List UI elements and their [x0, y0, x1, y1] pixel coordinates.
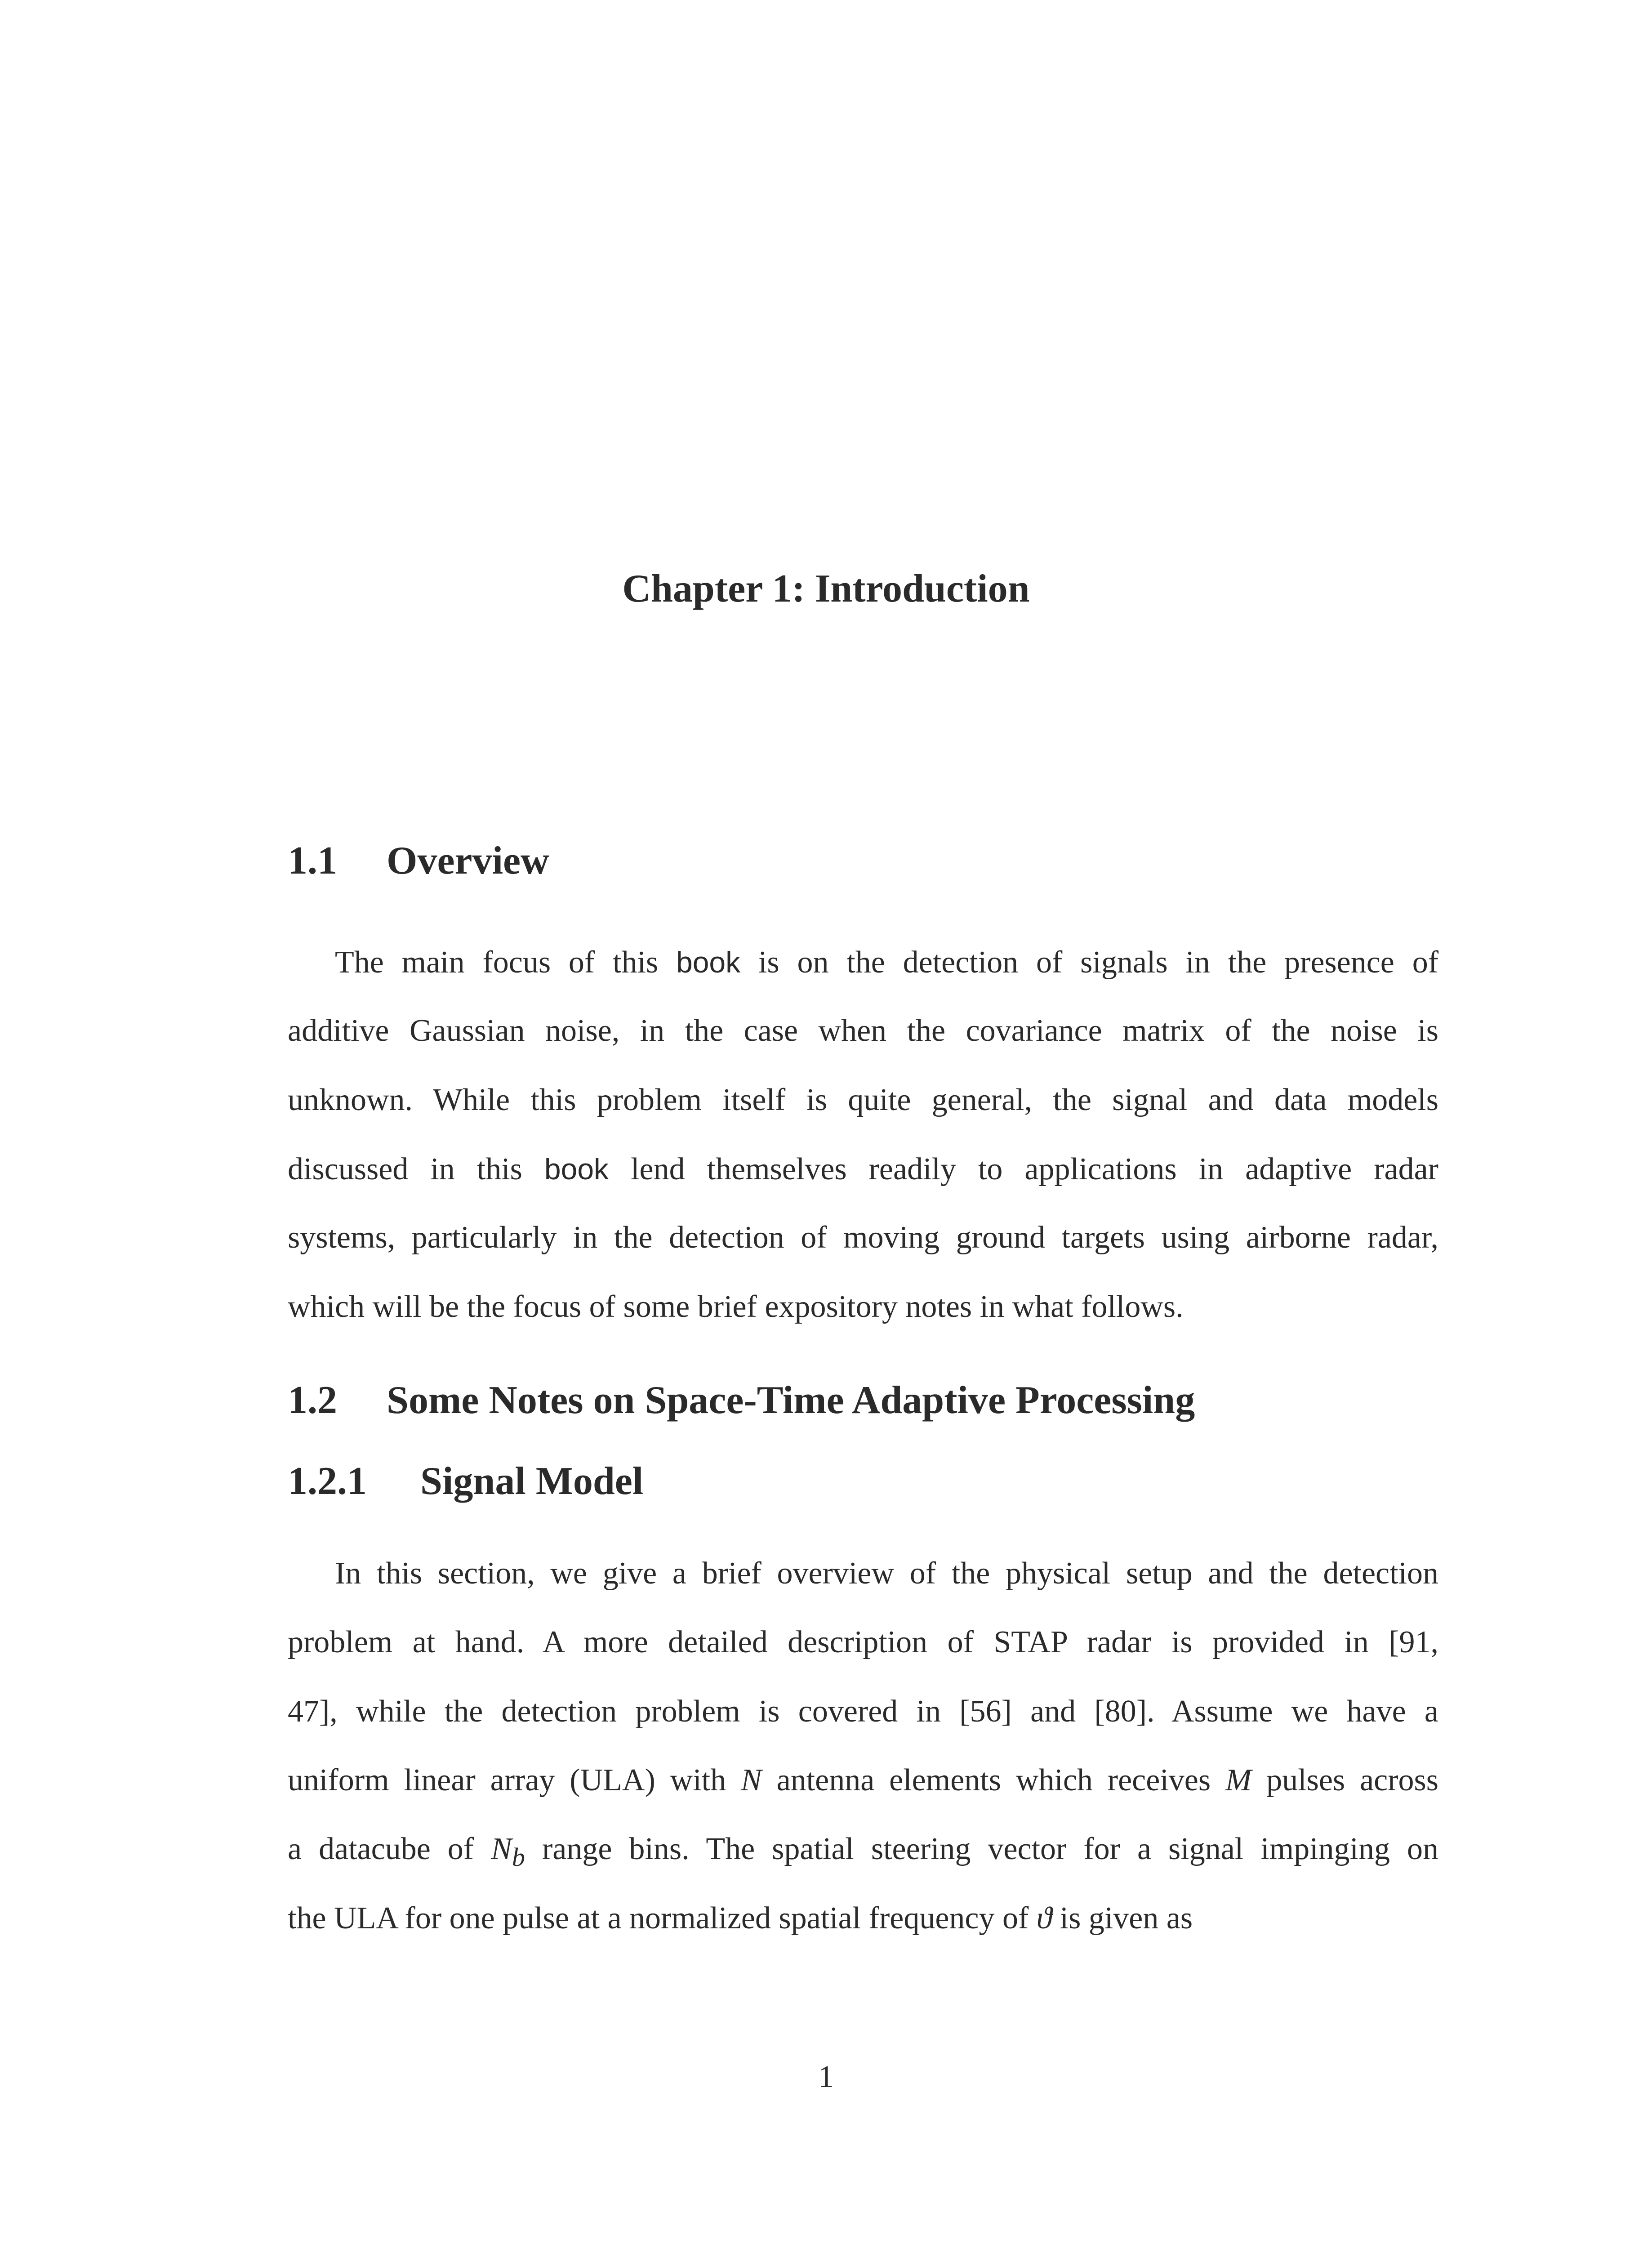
paragraph-line: 47], while the detection problem is covered in [56] and [80]. Assume we have a — [288, 1694, 1438, 1729]
section-title: Signal Model — [420, 1459, 644, 1503]
section-title: Overview — [387, 839, 549, 883]
section-number: 1.2 — [288, 1378, 337, 1422]
paragraph-line: systems, particularly in the detection of moving ground targets using airborne radar, — [288, 1220, 1438, 1255]
text-run: range bins. The spatial steering vector for a signal impinging on — [525, 1832, 1438, 1866]
math-symbol: M — [1225, 1763, 1252, 1798]
math-subscript: b — [512, 1842, 525, 1872]
paragraph-line: additive Gaussian noise, in the case when the covariance matrix of the noise is — [288, 1013, 1438, 1048]
text-run: is given as — [1052, 1901, 1193, 1936]
paragraph-line: In this section, we give a brief overview of the physical setup and the detection — [335, 1556, 1438, 1591]
section-title: Some Notes on Space-Time Adaptive Processing — [387, 1378, 1195, 1422]
text-run: is on the detection of signals in the presence of — [740, 945, 1438, 980]
paragraph-line: problem at hand. A more detailed description of STAP radar is provided in [91, — [288, 1625, 1438, 1659]
math-symbol: ϑ — [1036, 1901, 1052, 1936]
chapter-title: Chapter 1: Introduction — [622, 567, 1030, 611]
text-run: the ULA for one pulse at a normalized spatial frequency of — [288, 1901, 1037, 1936]
text-run: The main focus of this — [335, 945, 676, 980]
section-heading-overview — [288, 836, 549, 886]
paragraph-line — [288, 1758, 1438, 1803]
text-run: discussed in this — [288, 1152, 544, 1186]
section-number: 1.2.1 — [288, 1459, 367, 1503]
text-run: a datacube of — [288, 1832, 491, 1866]
page-number: 1 — [818, 2060, 834, 2094]
math-symbol: N — [491, 1832, 512, 1866]
section-number: 1.1 — [288, 839, 337, 883]
paragraph-line — [335, 940, 1438, 985]
paragraph-line — [288, 1146, 1438, 1192]
subsection-heading-signal-model — [288, 1457, 644, 1506]
paragraph-line — [288, 1896, 1438, 1941]
text-run: book — [676, 946, 741, 979]
paragraph-line — [288, 1827, 1438, 1880]
text-run: antenna elements which receives — [761, 1763, 1225, 1798]
math-symbol: N — [741, 1763, 762, 1798]
text-run: pulses across — [1251, 1763, 1438, 1798]
text-run: book — [544, 1152, 609, 1186]
text-run: lend themselves readily to applications in adaptive radar — [609, 1152, 1438, 1186]
section-heading-stap — [288, 1376, 1195, 1425]
text-run: uniform linear array (ULA) with — [288, 1763, 741, 1798]
paragraph-line: which will be the focus of some brief expository notes in what follows. — [288, 1289, 1184, 1324]
paragraph-line: unknown. While this problem itself is quite general, the signal and data models — [288, 1083, 1438, 1117]
